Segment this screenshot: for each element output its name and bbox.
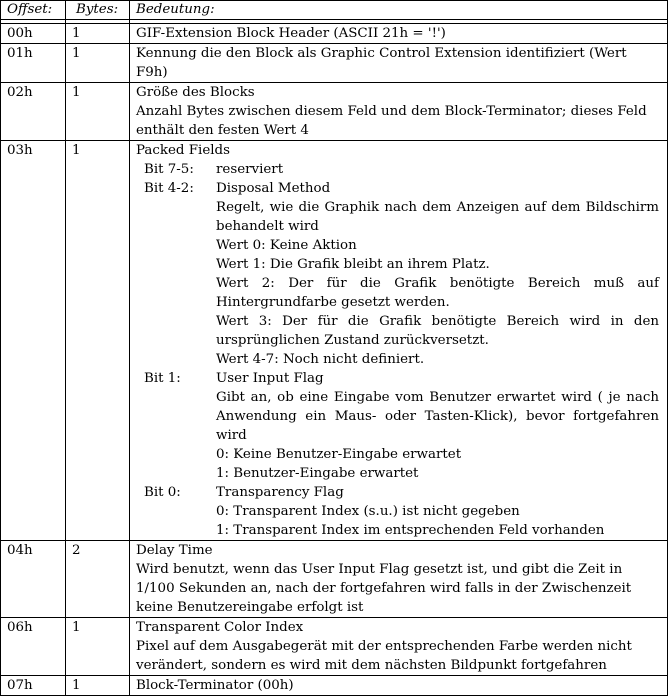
- bit-name: reserviert: [216, 162, 284, 177]
- bit-detail: 1: Benutzer-Eingabe erwartet: [216, 466, 419, 481]
- table-row: [1, 618, 668, 676]
- bit-range: Bit 4-2:: [144, 181, 194, 196]
- header-bytes: Bytes:: [66, 1, 130, 20]
- bit-fields: [136, 160, 659, 540]
- field-name: Packed Fields: [136, 143, 230, 158]
- bit-name: Disposal Method: [216, 181, 331, 196]
- bit-detail: Wert 2: Der für die Grafik benötigte Bereich muß auf Hintergrundfarbe gesetzt werden.: [216, 276, 659, 310]
- table-header-row: [1, 1, 668, 20]
- cell-bytes: 1: [66, 618, 130, 676]
- cell-offset: 02h: [1, 83, 66, 141]
- cell-description: [130, 618, 668, 676]
- bit-detail: Gibt an, ob eine Eingabe vom Benutzer erwartet wird ( je nach Anwendung ein Maus- oder Tasten-Klick), bevor fortgefahren wird: [216, 390, 659, 443]
- bit-range: Bit 7-5:: [144, 162, 194, 177]
- bit-field-row: [136, 179, 659, 369]
- field-explanation: Anzahl Bytes zwischen diesem Feld und dem Block-Terminator; dieses Feld enthält den festen Wert 4: [136, 104, 647, 138]
- cell-description: [130, 44, 668, 83]
- bit-description: [216, 160, 659, 179]
- cell-offset: 06h: [1, 618, 66, 676]
- cell-description: [130, 141, 668, 541]
- bit-detail: Regelt, wie die Graphik nach dem Anzeigen auf dem Bildschirm behandelt wird: [216, 200, 659, 234]
- cell-bytes: 1: [66, 676, 130, 696]
- field-name: Transparent Color Index: [136, 620, 304, 635]
- bit-detail: 0: Transparent Index (s.u.) ist nicht gegeben: [216, 504, 520, 519]
- bit-field-row: [136, 483, 659, 540]
- bit-range: Bit 0:: [144, 485, 181, 500]
- bit-field-row: [136, 369, 659, 483]
- field-name: Größe des Blocks: [136, 85, 255, 100]
- cell-bytes: 1: [66, 83, 130, 141]
- bit-detail: Wert 1: Die Grafik bleibt an ihrem Platz.: [216, 257, 490, 272]
- cell-offset: 04h: [1, 541, 66, 618]
- cell-offset: 07h: [1, 676, 66, 696]
- cell-description: [130, 676, 668, 696]
- table-row: [1, 676, 668, 696]
- table-row: [1, 83, 668, 141]
- bit-detail: Wert 3: Der für die Grafik benötigte Bereich wird in den ursprünglichen Zustand zurückversetzt.: [216, 314, 659, 348]
- field-explanation: Pixel auf dem Ausgabegerät mit der entsprechenden Farbe werden nicht verändert, sondern es wird mit dem nächsten Bildpunkt fortgefahren: [136, 639, 632, 673]
- table-row: [1, 541, 668, 618]
- table-row: [1, 44, 668, 83]
- cell-description: [130, 24, 668, 44]
- field-name: GIF-Extension Block Header (ASCII 21h = '!'): [136, 26, 446, 41]
- field-explanation: Wird benutzt, wenn das User Input Flag gesetzt ist, und gibt die Zeit in 1/100 Sekunden an, nach der fortgefahren wird falls in der Zwischenzeit keine Benutzereingabe erfolgt ist: [136, 562, 632, 615]
- table-row: [1, 24, 668, 44]
- bit-description: [216, 179, 659, 369]
- bit-name: User Input Flag: [216, 371, 324, 386]
- cell-offset: 01h: [1, 44, 66, 83]
- cell-bytes: 2: [66, 541, 130, 618]
- bit-name: Transparency Flag: [216, 485, 344, 500]
- field-name: Block-Terminator (00h): [136, 678, 294, 693]
- cell-description: [130, 83, 668, 141]
- cell-description: [130, 541, 668, 618]
- bit-description: [216, 483, 659, 540]
- bit-detail: Wert 0: Keine Aktion: [216, 238, 357, 253]
- cell-bytes: 1: [66, 24, 130, 44]
- bit-range: Bit 1:: [144, 371, 181, 386]
- bit-description: [216, 369, 659, 483]
- bit-field-row: [136, 160, 659, 179]
- header-meaning: Bedeutung:: [130, 1, 668, 20]
- field-name: Delay Time: [136, 543, 213, 558]
- cell-bytes: 1: [66, 141, 130, 541]
- field-name: Kennung die den Block als Graphic Control Extension identifiziert (Wert F9h): [136, 46, 627, 80]
- bit-detail: 1: Transparent Index im entsprechenden Feld vorhanden: [216, 523, 605, 538]
- header-offset: Offset:: [1, 1, 66, 20]
- cell-offset: 00h: [1, 24, 66, 44]
- cell-bytes: 1: [66, 44, 130, 83]
- cell-offset: 03h: [1, 141, 66, 541]
- bit-detail: Wert 4-7: Noch nicht definiert.: [216, 352, 425, 367]
- bit-detail: 0: Keine Benutzer-Eingabe erwartet: [216, 447, 462, 462]
- table-row: [1, 141, 668, 541]
